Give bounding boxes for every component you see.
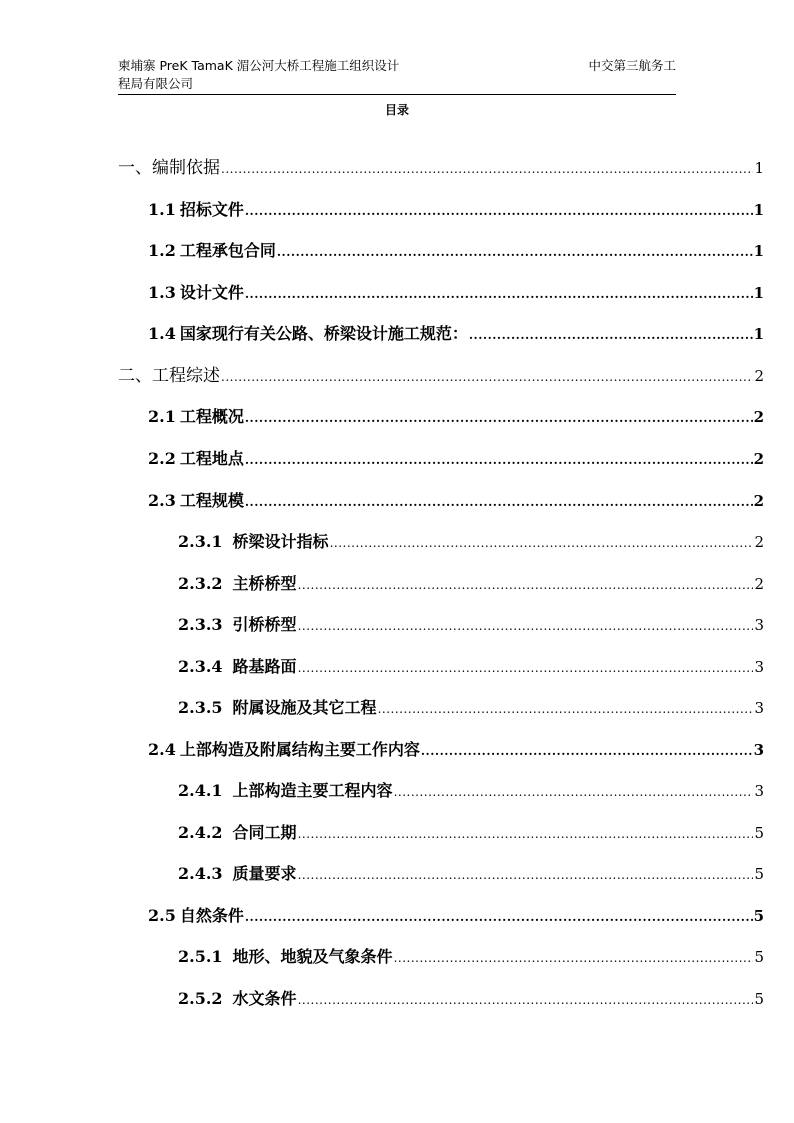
toc-page-number: 1 [753, 325, 764, 343]
toc-page-number: 5 [754, 948, 764, 966]
toc-entry-2-1[interactable] [148, 405, 764, 429]
toc-entry-1-4[interactable] [148, 322, 764, 346]
toc-leader-dots [245, 490, 753, 514]
toc-entry-label: 1.3 设计文件 [148, 283, 244, 302]
toc-page-number: 5 [754, 824, 764, 842]
page-header [118, 56, 676, 92]
toc-entry-2-4-3[interactable] [178, 862, 764, 886]
toc-entry-label: 2.4 上部构造及附属结构主要工作内容 [148, 740, 420, 759]
toc-entry-2-3-1[interactable] [178, 530, 764, 554]
toc-leader-dots [245, 905, 753, 929]
toc-entry-label: 2.3.1 桥梁设计指标 [178, 532, 329, 551]
toc-entry-2-4[interactable] [148, 738, 764, 762]
toc-entry-2-3-3[interactable] [178, 613, 764, 637]
toc-entry-label: 2.4.1 上部构造主要工程内容 [178, 781, 393, 800]
toc-page-number: 1 [753, 201, 764, 219]
toc-leader-dots [277, 240, 753, 264]
toc-page-number: 5 [754, 990, 764, 1008]
toc-leader-dots [298, 614, 754, 638]
toc-entry-2-5-1[interactable] [178, 945, 764, 969]
toc-leader-dots [245, 282, 753, 306]
toc-entry-1-3[interactable] [148, 281, 764, 305]
toc-entry-2-4-2[interactable] [178, 821, 764, 845]
toc-leader-dots [330, 531, 754, 555]
toc-entry-label: 2.4.2 合同工期 [178, 823, 297, 842]
header-company-continued: 程局有限公司 [118, 76, 194, 91]
toc-page-number: 2 [753, 408, 764, 426]
toc-leader-dots [421, 739, 753, 763]
toc-leader-dots [245, 406, 753, 430]
toc-entry-label: 1.4 国家现行有关公路、桥梁设计施工规范： [148, 324, 468, 343]
toc-entry-label: 2.3.4 路基路面 [178, 657, 297, 676]
toc-entry-label: 2.5.1 地形、地貌及气象条件 [178, 947, 393, 966]
toc-entry-label: 二、工程综述 [118, 366, 220, 386]
toc-leader-dots [221, 365, 753, 389]
toc-page-number: 2 [753, 492, 764, 510]
toc-entry-2-5-2[interactable] [178, 987, 764, 1011]
toc-leader-dots [378, 697, 754, 721]
toc-page-number: 3 [754, 782, 764, 800]
toc-leader-dots [394, 946, 754, 970]
toc-page-number: 5 [754, 865, 764, 883]
toc-page-number: 2 [754, 367, 764, 385]
toc-entry-2-5[interactable] [148, 904, 764, 928]
toc-entry-label: 一、编制依据 [118, 158, 220, 178]
toc-entry-label: 2.3.3 引桥桥型 [178, 615, 297, 634]
toc-title: 目录 [384, 103, 409, 117]
toc-page-number: 1 [754, 159, 764, 177]
toc-entry-1-1[interactable] [148, 198, 764, 222]
toc-leader-dots [245, 199, 753, 223]
toc-page-number: 2 [753, 450, 764, 468]
toc-page-number: 1 [753, 242, 764, 260]
toc-entry-label: 1.2 工程承包合同 [148, 241, 276, 260]
toc-leader-dots [298, 656, 754, 680]
toc-page-number: 3 [753, 741, 764, 759]
toc-page-number: 3 [754, 658, 764, 676]
toc-page-number: 5 [753, 907, 764, 925]
toc-entry-2-3-2[interactable] [178, 572, 764, 596]
header-company: 中交第三航务工 [588, 58, 676, 73]
toc-leader-dots [221, 157, 753, 181]
toc-entry-2-4-1[interactable] [178, 779, 764, 803]
toc-entry-label: 2.5 自然条件 [148, 906, 244, 925]
toc-entry-label: 1.1 招标文件 [148, 200, 244, 219]
header-divider [118, 94, 676, 95]
toc-entry-label: 2.3 工程规模 [148, 491, 244, 510]
toc-page-number: 2 [754, 533, 764, 551]
toc-page-number: 2 [754, 575, 764, 593]
toc-page-number: 3 [754, 616, 764, 634]
toc-leader-dots [298, 573, 754, 597]
toc-leader-dots [298, 822, 754, 846]
toc-entry-label: 2.4.3 质量要求 [178, 864, 297, 883]
toc-leader-dots [298, 863, 754, 887]
header-project-title: 柬埔寨 PreK TamaK 湄公河大桥工程施工组织设计 [118, 58, 400, 73]
toc-leader-dots [298, 988, 754, 1012]
toc-leader-dots [394, 780, 754, 804]
toc-entry-2-3[interactable] [148, 489, 764, 513]
toc-entry-label: 2.3.2 主桥桥型 [178, 574, 297, 593]
toc-entry-label: 2.1 工程概况 [148, 407, 244, 426]
toc-leader-dots [245, 448, 753, 472]
toc-entry-1[interactable] [118, 156, 764, 180]
toc-page-number: 3 [754, 699, 764, 717]
toc-entry-2-3-4[interactable] [178, 655, 764, 679]
toc-entry-2-3-5[interactable] [178, 696, 764, 720]
toc-entry-label: 2.5.2 水文条件 [178, 989, 297, 1008]
toc-entry-label: 2.2 工程地点 [148, 449, 244, 468]
toc-entry-label: 2.3.5 附属设施及其它工程 [178, 698, 377, 717]
toc-entry-2[interactable] [118, 364, 764, 388]
header-row [118, 56, 676, 75]
toc-entry-1-2[interactable] [148, 239, 764, 263]
toc-page-number: 1 [753, 284, 764, 302]
toc-leader-dots [469, 323, 753, 347]
toc-entry-2-2[interactable] [148, 447, 764, 471]
